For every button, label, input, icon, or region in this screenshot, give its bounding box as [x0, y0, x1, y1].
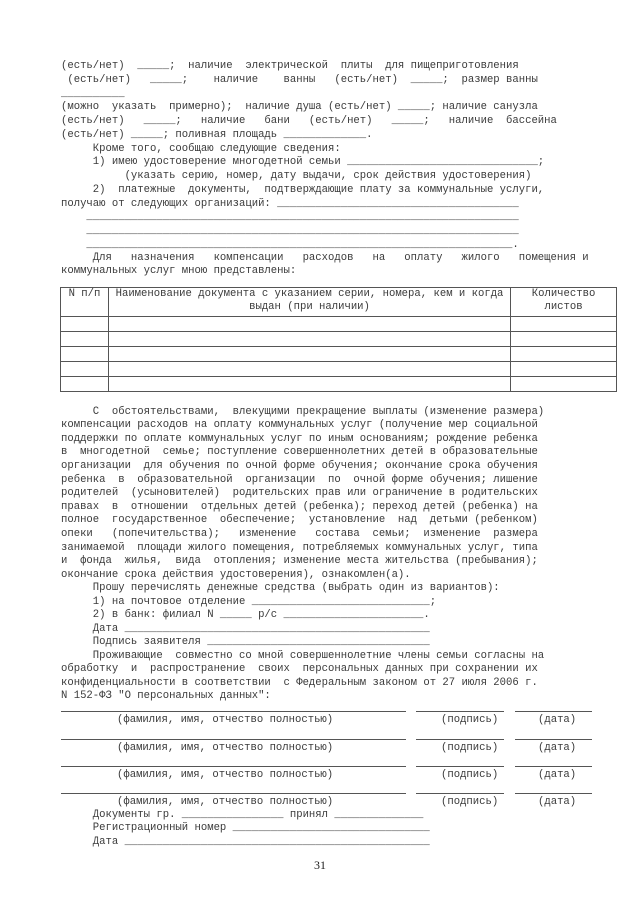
table-header-row	[61, 288, 617, 317]
table-cell	[61, 362, 109, 377]
text-line: опеки (попечительства); изменение состава семьи; изменение размера	[61, 528, 538, 540]
table-cell	[108, 317, 510, 332]
signature-line-date	[515, 739, 592, 740]
table-cell	[61, 317, 109, 332]
text-line: ____________________________________________________________________	[61, 211, 519, 223]
text-line: получаю от следующих организаций: ______________________________________	[61, 198, 519, 210]
text-line: (есть/нет) _____; поливная площадь _____________.	[61, 129, 373, 141]
table-cell	[108, 377, 510, 392]
table-row	[61, 332, 617, 347]
table-cell	[511, 362, 617, 377]
text-line: правах в отношении отдельных детей (ребенка); переход детей (ребенка) на	[61, 501, 538, 513]
text-line: ребенка в образовательной организации по очной форме обучения; лишение	[61, 474, 538, 486]
column-header-number: N п/п	[61, 288, 109, 317]
caption-date: (дата)	[538, 796, 577, 808]
signature-line-sign	[416, 793, 504, 794]
text-line: 1) на почтовое отделение ____________________________;	[61, 596, 437, 608]
table-cell	[511, 377, 617, 392]
signature-line-sign	[416, 739, 504, 740]
text-line: Дата ________________________________________________	[61, 836, 430, 848]
signature-line-fio	[61, 739, 406, 740]
text-line: Дата ________________________________________________	[61, 623, 430, 635]
text-line: __________	[61, 88, 125, 100]
text-line: 2) платежные документы, подтверждающие плату за коммунальные услуги,	[61, 184, 545, 196]
caption-fio: (фамилия, имя, отчество полностью)	[117, 769, 334, 781]
text-line: (есть/нет) _____; наличие ванны (есть/нет) _____; размер ванны	[61, 74, 538, 86]
page-number: 31	[314, 858, 326, 872]
text-line: 1) имею удостоверение многодетной семьи ______________________________;	[61, 156, 545, 168]
text-line: 2) в банк: филиал N _____ р/с ______________________.	[61, 609, 430, 621]
signature-line-fio	[61, 766, 406, 767]
text-line: конфиденциальности в соответствии с Федеральным законом от 27 июля 2006 г.	[61, 677, 538, 689]
table-row	[61, 317, 617, 332]
column-header-sheet-count: Количество листов	[511, 288, 617, 317]
signature-line-date	[515, 793, 592, 794]
table-row	[61, 347, 617, 362]
caption-fio: (фамилия, имя, отчество полностью)	[117, 742, 334, 754]
caption-fio: (фамилия, имя, отчество полностью)	[117, 714, 334, 726]
text-line: Подпись заявителя ___________________________________	[61, 636, 430, 648]
text-line: Для назначения компенсации расходов на оплату жилого помещения и	[61, 252, 589, 264]
caption-date: (дата)	[538, 769, 577, 781]
text-line: обработку и распространение своих персональных данных при сохранении их	[61, 663, 538, 675]
text-line: коммунальных услуг мною представлены:	[61, 265, 297, 277]
table-cell	[108, 362, 510, 377]
table-cell	[511, 317, 617, 332]
text-line: компенсации расходов на оплату коммунальных услуг (получение мер социальной	[61, 419, 538, 431]
text-line: (есть/нет) _____; наличие электрической плиты для пищеприготовления	[61, 60, 519, 72]
caption-sign: (подпись)	[441, 769, 499, 781]
table-row	[61, 362, 617, 377]
documents-table	[60, 287, 617, 392]
caption-date: (дата)	[538, 742, 577, 754]
caption-sign: (подпись)	[441, 796, 499, 808]
table-cell	[61, 332, 109, 347]
text-line: Кроме того, сообщаю следующие сведения:	[61, 143, 341, 155]
signature-line-fio	[61, 793, 406, 794]
signature-line-date	[515, 766, 592, 767]
table-row	[61, 377, 617, 392]
text-line: полное государственное обеспечение; установление над детьми (ребенком)	[61, 514, 538, 526]
column-header-document-name: Наименование документа с указанием серии, номера, кем и когда выдан (при наличии)	[108, 288, 510, 317]
text-line: ____________________________________________________________________	[61, 225, 519, 237]
text-line: поддержки по оплате коммунальных услуг по иным основаниям; рождение ребенка	[61, 433, 538, 445]
text-line: Прошу перечислять денежные средства (выбрать один из вариантов):	[61, 582, 500, 594]
caption-fio: (фамилия, имя, отчество полностью)	[117, 796, 334, 808]
text-line: N 152-ФЗ "О персональных данных":	[61, 690, 271, 702]
text-line: организации для обучения по очной форме обучения; окончание срока обучения	[61, 460, 538, 472]
table-cell	[108, 332, 510, 347]
table-cell	[108, 347, 510, 362]
text-line: Проживающие совместно со мной совершеннолетние члены семьи согласны на	[61, 650, 545, 662]
table-cell	[61, 347, 109, 362]
caption-sign: (подпись)	[441, 714, 499, 726]
table-cell	[511, 347, 617, 362]
text-line: в многодетной семье; поступление совершеннолетних детей в образовательные	[61, 446, 538, 458]
table-cell	[511, 332, 617, 347]
text-line: С обстоятельствами, влекущими прекращение выплаты (изменение размера)	[61, 406, 545, 418]
caption-sign: (подпись)	[441, 742, 499, 754]
text-line: Регистрационный номер _______________________________	[61, 822, 430, 834]
table-cell	[61, 377, 109, 392]
text-line: занимаемой площади жилого помещения, потребляемых коммунальных услуг, типа	[61, 542, 538, 554]
text-line: Документы гр. ________________ принял ______________	[61, 809, 424, 821]
signature-line-sign	[416, 711, 504, 712]
text-line: (есть/нет) _____; наличие бани (есть/нет) _____; наличие бассейна	[61, 115, 557, 127]
signature-line-sign	[416, 766, 504, 767]
text-line: окончание срока действия удостоверения), ознакомлен(а).	[61, 569, 411, 581]
signature-line-fio	[61, 711, 406, 712]
text-line: (можно указать примерно); наличие душа (есть/нет) _____; наличие санузла	[61, 101, 538, 113]
text-line: (указать серию, номер, дату выдачи, срок действия удостоверения)	[61, 170, 532, 182]
text-line: и фонда жилья, вида отопления; изменение места жительства (пребывания);	[61, 555, 538, 567]
signature-line-date	[515, 711, 592, 712]
text-line: ___________________________________________________________________.	[61, 239, 519, 251]
text-line: родителей (усыновителей) родительских прав или ограничение в родительских	[61, 487, 538, 499]
caption-date: (дата)	[538, 714, 577, 726]
